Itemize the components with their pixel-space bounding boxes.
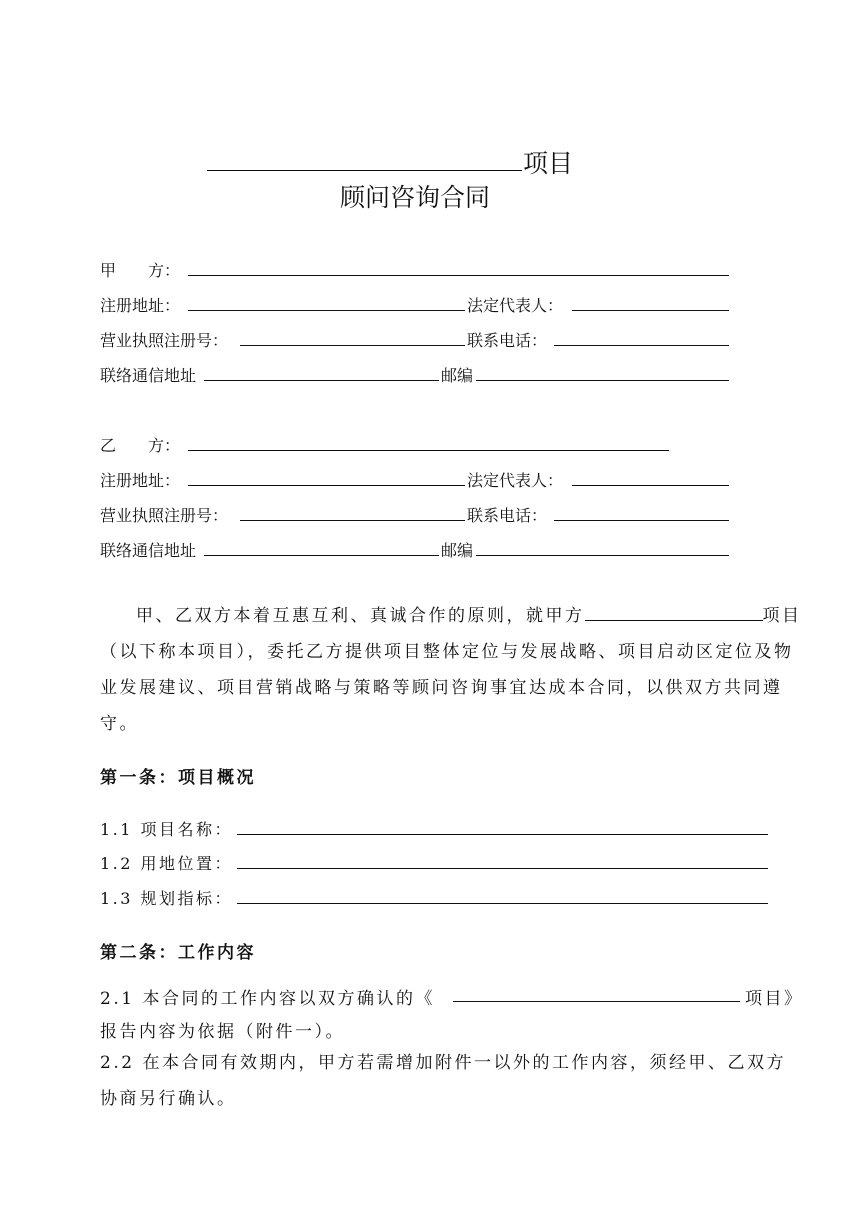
project-name-field-blank [237,834,768,835]
article1-heading: 第一条：项目概况 [100,768,256,788]
party-a-name-blank [188,275,729,276]
party-b-legal-rep-label: 法定代表人： [467,471,564,490]
title-project-suffix: 项目 [523,149,574,178]
party-b-mail-address-blank [204,555,439,556]
party-a-legal-rep-label: 法定代表人： [467,296,564,315]
party-b-phone-label: 联系电话： [467,506,548,525]
article2-p1-part-c: 报告内容为依据（附件一）。 [100,1022,345,1042]
party-b-license-blank [240,520,465,521]
party-a-reg-address-blank [188,310,465,311]
party-b-phone-blank [554,520,729,521]
party-a-phone-label: 联系电话： [467,331,548,350]
article1-item-location-label: 1.2 用地位置： [100,854,234,873]
intro-text-part1: 甲、乙双方本着互惠互利、真诚合作的原则，就甲方 [136,606,585,626]
intro-text-part2: 项目（以下称本项目），委托乙方提供项目整体定位与发展战略、项目启动区定位及物业发展建议、项目营销战略与策略等顾问咨询事宜达成本合同，以供双方共同遵守。 [100,606,802,734]
planning-index-blank [237,903,768,904]
party-b-mail-address-label: 联络通信地址 [100,541,197,560]
party-a-phone-blank [554,345,729,346]
party-a-postcode-label: 邮编 [441,366,474,385]
party-a-label: 甲 方： [100,261,181,280]
party-a-postcode-blank [476,380,729,381]
article1-item-name-label: 1.1 项目名称： [100,820,234,839]
party-b-label: 乙 方： [100,436,181,455]
intro-project-blank [585,602,763,621]
party-a-reg-address-label: 注册地址： [100,296,181,315]
land-location-blank [237,868,768,869]
article2-heading: 第二条：工作内容 [100,943,256,963]
party-b-reg-address-blank [188,485,465,486]
article2-p1-part-b: 项目》 [745,989,804,1009]
party-a-mail-address-label: 联络通信地址 [100,366,197,385]
party-b-license-label: 营业执照注册号： [100,506,229,525]
intro-paragraph [100,598,802,742]
party-b-name-blank [188,450,669,451]
contract-title: 顾问咨询合同 [340,183,491,212]
party-a-legal-rep-blank [572,310,729,311]
party-a-license-label: 营业执照注册号： [100,331,229,350]
article1-item-planning-label: 1.3 规划指标： [100,889,234,908]
article2-p1-part-a: 2.1 本合同的工作内容以双方确认的《 [100,989,435,1009]
party-b-legal-rep-blank [572,485,729,486]
article2-report-blank [453,1001,740,1002]
party-b-postcode-label: 邮编 [441,541,474,560]
party-b-postcode-blank [476,555,729,556]
article2-p2: 2.2 在本合同有效期内，甲方若需增加附件一以外的工作内容，须经甲、乙双方协商另行确认。 [100,1053,786,1109]
project-name-blank [207,170,522,171]
party-a-license-blank [240,345,465,346]
party-a-mail-address-blank [204,380,439,381]
party-b-reg-address-label: 注册地址： [100,471,181,490]
